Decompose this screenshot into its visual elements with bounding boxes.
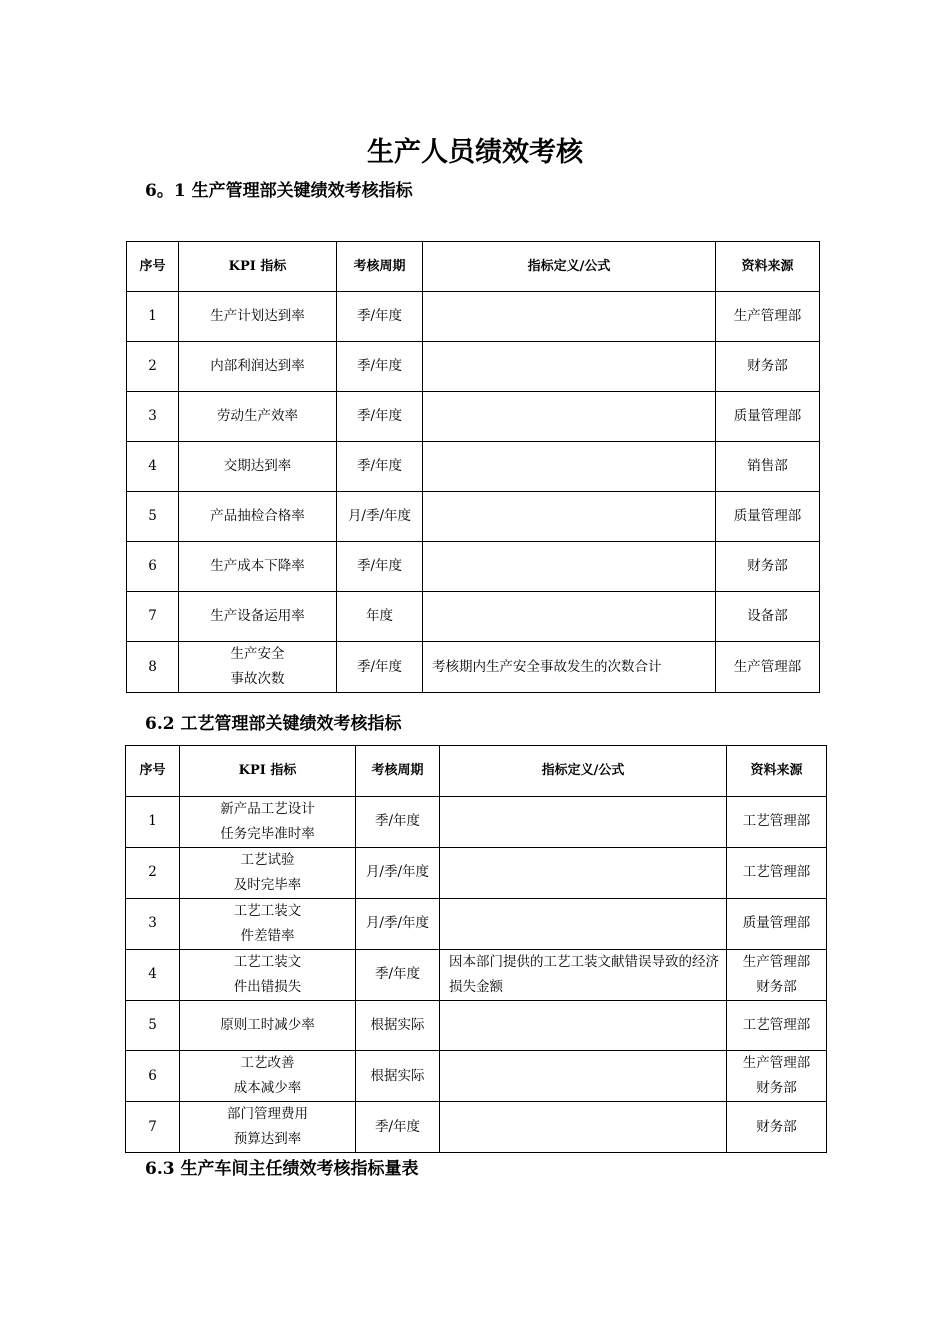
source-line: 财务部: [756, 1118, 797, 1135]
cell-kpi: [179, 392, 337, 442]
kpi-line: 原则工时减少率: [220, 1016, 315, 1033]
table-header-row: [127, 242, 820, 292]
cell-cycle: 月/季/年度: [337, 492, 423, 542]
source-line: 生产管理部: [733, 308, 802, 324]
header-cycle: 考核周期: [337, 242, 423, 292]
cell-no: 1: [126, 796, 180, 847]
cell-cycle: 年度: [337, 592, 423, 642]
header-no: 序号: [126, 746, 180, 797]
kpi-table-production-management: [126, 241, 820, 693]
cell-cycle: 根据实际: [356, 1051, 440, 1102]
cell-no: 2: [126, 847, 180, 898]
cell-cycle: 根据实际: [356, 1000, 440, 1051]
kpi-line: 生产设备运用率: [210, 608, 305, 624]
cell-cycle: 季/年度: [337, 342, 423, 392]
cell-kpi: [179, 542, 337, 592]
kpi-line: 及时完毕率: [233, 876, 302, 893]
cell-source: [716, 342, 820, 392]
cell-cycle: 季/年度: [356, 1102, 440, 1153]
cell-kpi: [179, 592, 337, 642]
cell-source: [716, 292, 820, 342]
cell-source: [716, 592, 820, 642]
kpi-line: 生产安全: [230, 646, 285, 662]
cell-source: [727, 1051, 827, 1102]
source-line: 财务部: [756, 1080, 797, 1096]
header-definition: 指标定义/公式: [440, 746, 727, 797]
cell-definition: [440, 1102, 727, 1153]
cell-cycle: 季/年度: [337, 292, 423, 342]
cell-source: [727, 796, 827, 847]
cell-kpi: [179, 342, 337, 392]
kpi-line: 工艺试验: [240, 851, 295, 868]
cell-kpi: [180, 1051, 356, 1102]
kpi-line: 工艺工装文: [233, 953, 302, 970]
page-title: 生产人员绩效考核: [367, 137, 583, 168]
source-line: 工艺管理部: [742, 864, 811, 880]
cell-kpi: [180, 1102, 356, 1153]
table-row: [126, 796, 827, 847]
cell-definition: 考核期内生产安全事故发生的次数合计: [423, 642, 716, 693]
cell-source: [727, 1000, 827, 1051]
source-line: 生产管理部: [742, 953, 811, 970]
table-row: [127, 542, 820, 592]
table-row: [127, 342, 820, 392]
cell-definition: [440, 1051, 727, 1102]
cell-kpi: [179, 442, 337, 492]
kpi-line: 生产计划达到率: [210, 308, 305, 324]
kpi-line: 内部利润达到率: [210, 358, 305, 374]
cell-cycle: 季/年度: [356, 949, 440, 1000]
cell-definition: [440, 847, 727, 898]
source-line: 生产管理部: [742, 1055, 811, 1071]
cell-no: 7: [127, 592, 179, 642]
cell-definition: [440, 796, 727, 847]
table-header-row: [126, 746, 827, 797]
table-row: [127, 442, 820, 492]
cell-no: 3: [127, 392, 179, 442]
cell-cycle: 季/年度: [337, 642, 423, 693]
kpi-line: 成本减少率: [233, 1080, 302, 1096]
cell-kpi: [180, 847, 356, 898]
cell-source: [716, 542, 820, 592]
source-line: 设备部: [747, 608, 788, 624]
source-line: 财务部: [747, 358, 788, 374]
table-row: [126, 949, 827, 1000]
table-row: [126, 1051, 827, 1102]
kpi-table-process-management: [125, 745, 827, 1153]
kpi-line: 产品抽检合格率: [210, 508, 305, 524]
cell-definition: [423, 442, 716, 492]
cell-source: [727, 949, 827, 1000]
table-row: [127, 592, 820, 642]
cell-no: 3: [126, 898, 180, 949]
kpi-line: 新产品工艺设计: [220, 800, 315, 817]
header-kpi: KPI 指标: [180, 746, 356, 797]
cell-no: 5: [126, 1000, 180, 1051]
source-line: 财务部: [747, 558, 788, 574]
cell-cycle: 季/年度: [337, 392, 423, 442]
header-source: 资料来源: [716, 242, 820, 292]
section-heading-6-2: 6.2 工艺管理部关键绩效考核指标: [145, 714, 402, 734]
cell-source: [727, 898, 827, 949]
table-row: [126, 1000, 827, 1051]
source-line: 销售部: [747, 458, 788, 474]
source-line: 质量管理部: [742, 915, 811, 931]
cell-source: [716, 442, 820, 492]
cell-no: 6: [126, 1051, 180, 1102]
kpi-line: 件出错损失: [233, 978, 302, 995]
cell-definition: [440, 898, 727, 949]
cell-kpi: [179, 492, 337, 542]
source-line: 工艺管理部: [742, 1016, 811, 1033]
cell-no: 8: [127, 642, 179, 693]
cell-cycle: 季/年度: [337, 442, 423, 492]
cell-cycle: 季/年度: [356, 796, 440, 847]
cell-definition: [423, 542, 716, 592]
cell-kpi: [179, 292, 337, 342]
cell-source: [716, 392, 820, 442]
source-line: 财务部: [756, 978, 797, 995]
cell-no: 2: [127, 342, 179, 392]
header-kpi: KPI 指标: [179, 242, 337, 292]
table-row: [127, 392, 820, 442]
cell-cycle: 月/季/年度: [356, 847, 440, 898]
cell-no: 1: [127, 292, 179, 342]
cell-source: [716, 642, 820, 693]
cell-definition: [423, 392, 716, 442]
cell-definition: [440, 1000, 727, 1051]
cell-kpi: [180, 796, 356, 847]
source-line: 质量管理部: [733, 408, 802, 424]
kpi-line: 工艺改善: [240, 1055, 295, 1071]
cell-kpi: [180, 898, 356, 949]
cell-cycle: 季/年度: [337, 542, 423, 592]
cell-no: 4: [127, 442, 179, 492]
kpi-line: 劳动生产效率: [217, 408, 298, 424]
cell-definition: 因本部门提供的工艺工装文献错误导致的经济损失金额: [440, 949, 727, 1000]
header-source: 资料来源: [727, 746, 827, 797]
header-definition: 指标定义/公式: [423, 242, 716, 292]
kpi-line: 交期达到率: [223, 458, 292, 474]
header-no: 序号: [127, 242, 179, 292]
kpi-line: 件差错率: [240, 927, 295, 944]
cell-source: [727, 1102, 827, 1153]
table-row: [127, 292, 820, 342]
kpi-line: 事故次数: [230, 671, 285, 687]
cell-no: 5: [127, 492, 179, 542]
table-row: [126, 898, 827, 949]
source-line: 工艺管理部: [742, 813, 811, 829]
header-cycle: 考核周期: [356, 746, 440, 797]
cell-cycle: 月/季/年度: [356, 898, 440, 949]
section-heading-6-1: 6。1 生产管理部关键绩效考核指标: [145, 181, 413, 201]
cell-no: 4: [126, 949, 180, 1000]
source-line: 生产管理部: [733, 658, 802, 675]
kpi-line: 生产成本下降率: [210, 558, 305, 574]
cell-kpi: [180, 949, 356, 1000]
cell-definition: [423, 342, 716, 392]
table-row: [127, 642, 820, 693]
table-row: [126, 847, 827, 898]
cell-definition: [423, 292, 716, 342]
kpi-line: 预算达到率: [233, 1131, 302, 1147]
cell-definition: [423, 492, 716, 542]
kpi-line: 工艺工装文: [233, 902, 302, 919]
section-heading-6-3: 6.3 生产车间主任绩效考核指标量表: [145, 1159, 419, 1179]
table-row: [126, 1102, 827, 1153]
cell-definition: [423, 592, 716, 642]
kpi-line: 任务完毕准时率: [220, 825, 315, 842]
table-row: [127, 492, 820, 542]
cell-source: [727, 847, 827, 898]
cell-no: 7: [126, 1102, 180, 1153]
cell-kpi: [179, 642, 337, 693]
cell-source: [716, 492, 820, 542]
source-line: 质量管理部: [733, 508, 802, 524]
cell-kpi: [180, 1000, 356, 1051]
kpi-line: 部门管理费用: [227, 1106, 308, 1122]
cell-no: 6: [127, 542, 179, 592]
